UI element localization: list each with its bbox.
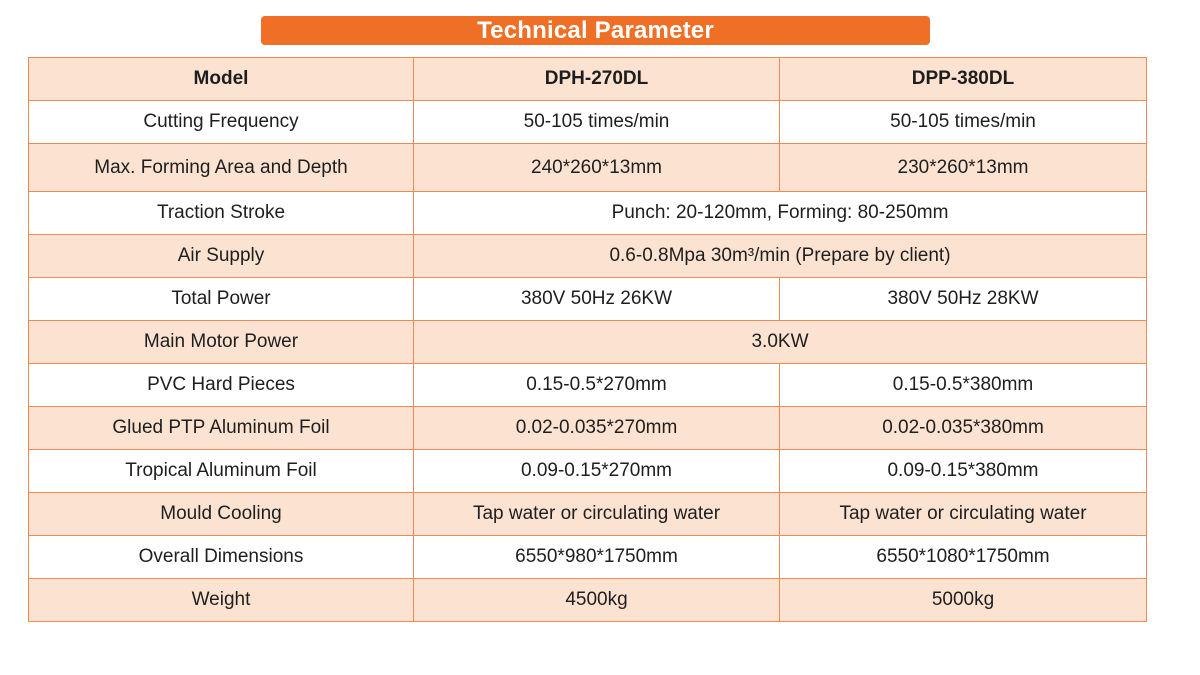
row-label: Main Motor Power [29,321,414,364]
row-label: Overall Dimensions [29,536,414,579]
cell-model-a: 4500kg [414,579,780,622]
row-label: Traction Stroke [29,192,414,235]
table-row [29,407,1147,450]
table-row [29,144,1147,192]
table-row [29,493,1147,536]
cell-model-b: 5000kg [780,579,1147,622]
page-title: Technical Parameter [261,16,930,45]
row-label: Total Power [29,278,414,321]
cell-model-a: 0.09-0.15*270mm [414,450,780,493]
cell-model-a: 6550*980*1750mm [414,536,780,579]
cell-merged: 0.6-0.8Mpa 30m³/min (Prepare by client) [414,235,1147,278]
cell-model-a: Tap water or circulating water [414,493,780,536]
table-row [29,101,1147,144]
table-row [29,192,1147,235]
header-model-label: Model [29,58,414,101]
table-header-row [29,58,1147,101]
row-label: Weight [29,579,414,622]
row-label: Air Supply [29,235,414,278]
cell-model-a: 50-105 times/min [414,101,780,144]
row-label: Max. Forming Area and Depth [29,144,414,192]
header-model-b: DPP-380DL [780,58,1147,101]
row-label: Tropical Aluminum Foil [29,450,414,493]
cell-model-b: 380V 50Hz 28KW [780,278,1147,321]
cell-model-b: 0.09-0.15*380mm [780,450,1147,493]
cell-model-b: 6550*1080*1750mm [780,536,1147,579]
table-row [29,450,1147,493]
cell-model-b: 0.15-0.5*380mm [780,364,1147,407]
row-label: PVC Hard Pieces [29,364,414,407]
row-label: Mould Cooling [29,493,414,536]
cell-model-b: 50-105 times/min [780,101,1147,144]
cell-model-a: 240*260*13mm [414,144,780,192]
table-row [29,536,1147,579]
cell-model-b: Tap water or circulating water [780,493,1147,536]
table-row [29,278,1147,321]
cell-merged: 3.0KW [414,321,1147,364]
table-row [29,235,1147,278]
row-label: Glued PTP Aluminum Foil [29,407,414,450]
cell-model-b: 0.02-0.035*380mm [780,407,1147,450]
header-model-a: DPH-270DL [414,58,780,101]
cell-model-a: 0.15-0.5*270mm [414,364,780,407]
cell-merged: Punch: 20-120mm, Forming: 80-250mm [414,192,1147,235]
cell-model-b: 230*260*13mm [780,144,1147,192]
cell-model-a: 380V 50Hz 26KW [414,278,780,321]
table-row [29,364,1147,407]
table-row [29,579,1147,622]
cell-model-a: 0.02-0.035*270mm [414,407,780,450]
table-row [29,321,1147,364]
row-label: Cutting Frequency [29,101,414,144]
technical-parameter-table [28,57,1147,622]
